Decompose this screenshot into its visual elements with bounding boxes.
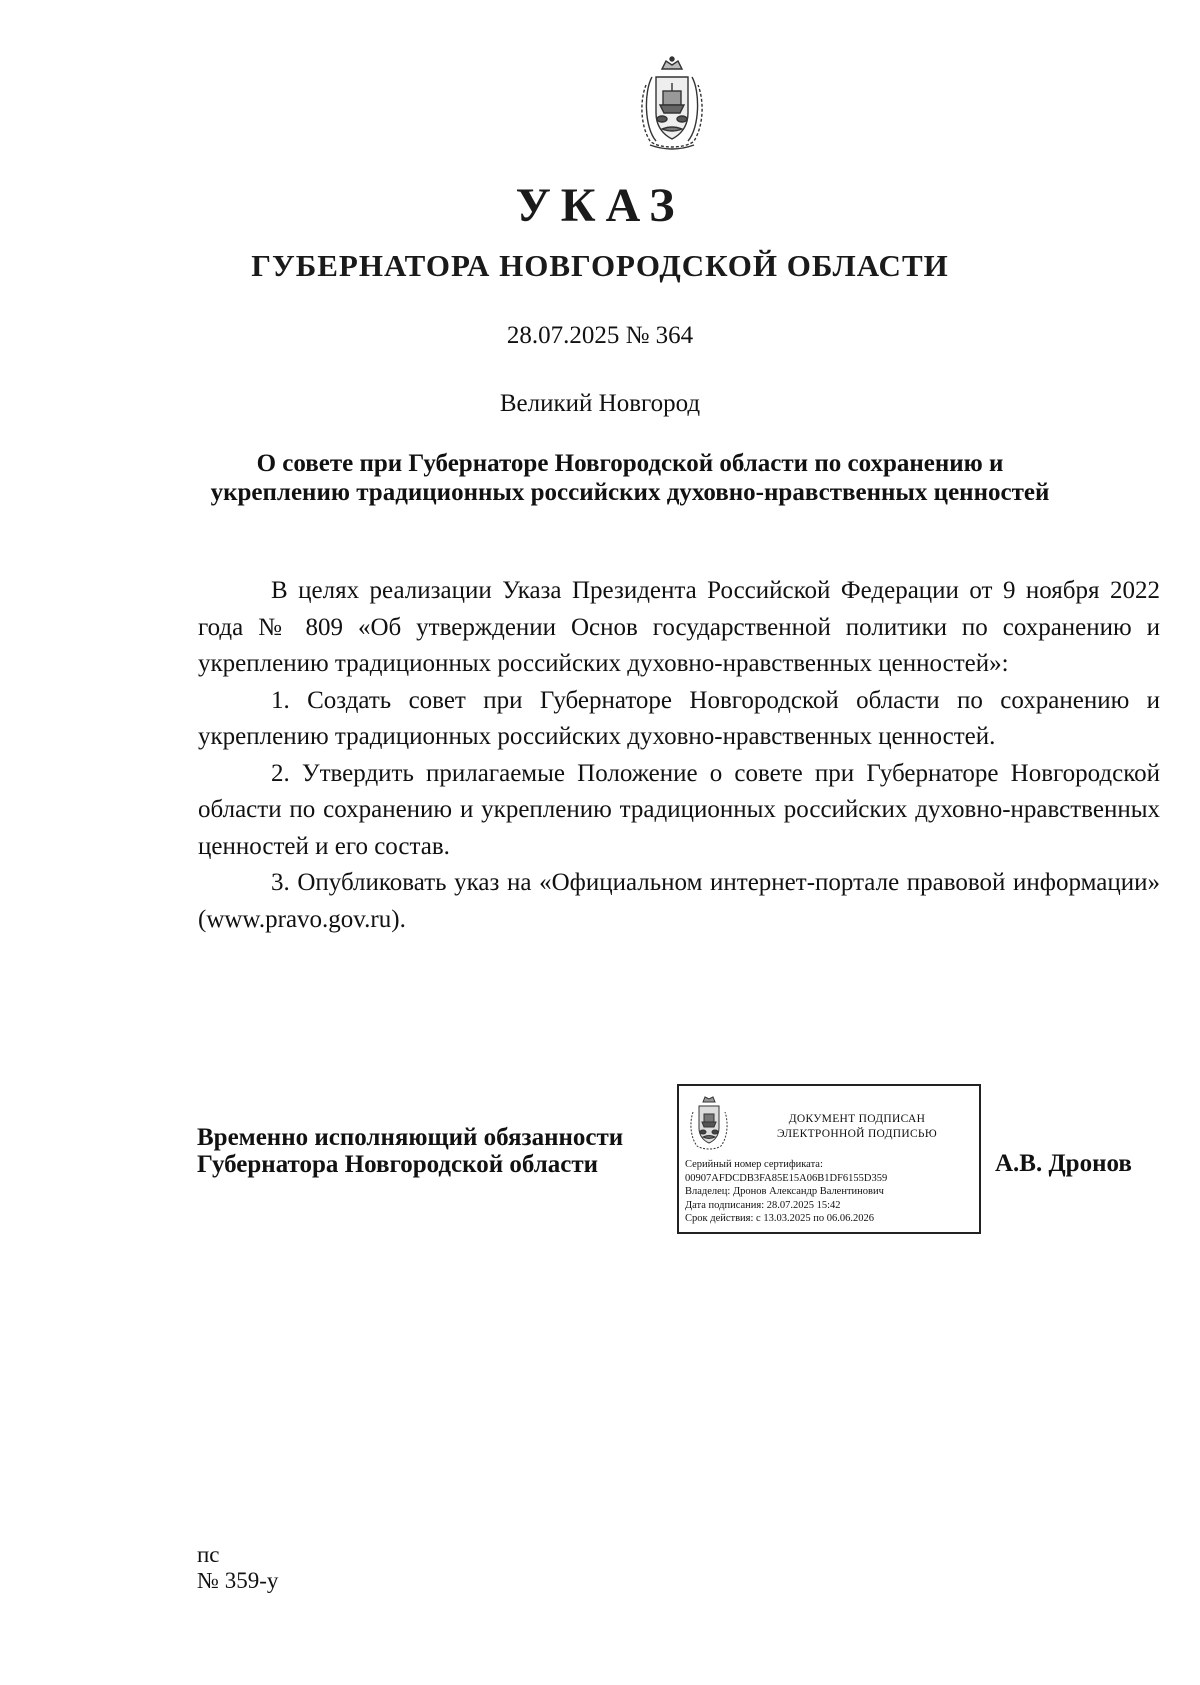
certificate-number: 00907AFDCDB3FA85E15A06B1DF6155D359 [685,1172,888,1184]
certificate-validity: Срок действия: с 13.03.2025 по 06.06.2026 [685,1213,874,1225]
signatory-name: А.В. Дронов [995,1150,1132,1177]
heading-line: О совете при Губернаторе Новгородской области по сохранению и [256,450,1004,477]
clause-paragraph: 1. Создать совет при Губернаторе Новгородской области по сохранению и укреплению традиционных российских духовно-нравственных ценностей. [198,686,1160,750]
clause-paragraph: 3. Опубликовать указ на «Официальном интернет-портале правовой информации» (www.pravo.gov.ru). [198,869,1160,933]
signatory-position-line: Губернатора Новгородской области [197,1151,599,1178]
stamp-details [685,1158,977,1226]
place-of-issue: Великий Новгород [499,390,701,417]
clause-paragraph: 2. Утвердить прилагаемые Положение о совете при Губернаторе Новгородской области по сохранению и укреплению традиционных российских духовно-нравственных ценностей и его состав. [198,759,1160,860]
heading-line: укреплению традиционных российских духовно-нравственных ценностей [210,479,1050,506]
document-heading [150,449,1110,507]
stamp-title-line: ДОКУМЕНТ ПОДПИСАН [788,1113,926,1125]
document-body [198,573,1160,938]
registration-code-line: пс [197,1542,220,1567]
novgorod-coat-of-arms-icon [636,55,708,155]
novgorod-coat-of-arms-icon [687,1094,731,1152]
certificate-owner: Владелец: Дронов Александр Валентинович [685,1186,884,1198]
document-type-title: УКАЗ [515,179,685,232]
stamp-title-line: ЭЛЕКТРОННОЙ ПОДПИСЬЮ [777,1128,937,1140]
electronic-signature-stamp [677,1084,981,1234]
issuer-subtitle: ГУБЕРНАТОРА НОВГОРОДСКОЙ ОБЛАСТИ [251,248,949,283]
date-and-number: 28.07.2025 № 364 [506,322,694,349]
certificate-label: Серийный номер сертификата: [685,1159,823,1170]
registration-code [197,1542,278,1594]
registration-code-line: № 359-у [197,1568,279,1593]
preamble-paragraph: В целях реализации Указа Президента Российской Федерации от 9 ноября 2022 года № 809 «Об утверждении Основ государственной политики по сохранению и укреплению традиционных российских духовно-нравственных ценностей»: [198,577,1160,677]
signatory-position-line: Временно исполняющий обязанности [197,1124,624,1151]
signing-date: Дата подписания: 28.07.2025 15:42 [685,1199,841,1211]
stamp-title [739,1112,975,1142]
signatory-position [197,1124,677,1178]
